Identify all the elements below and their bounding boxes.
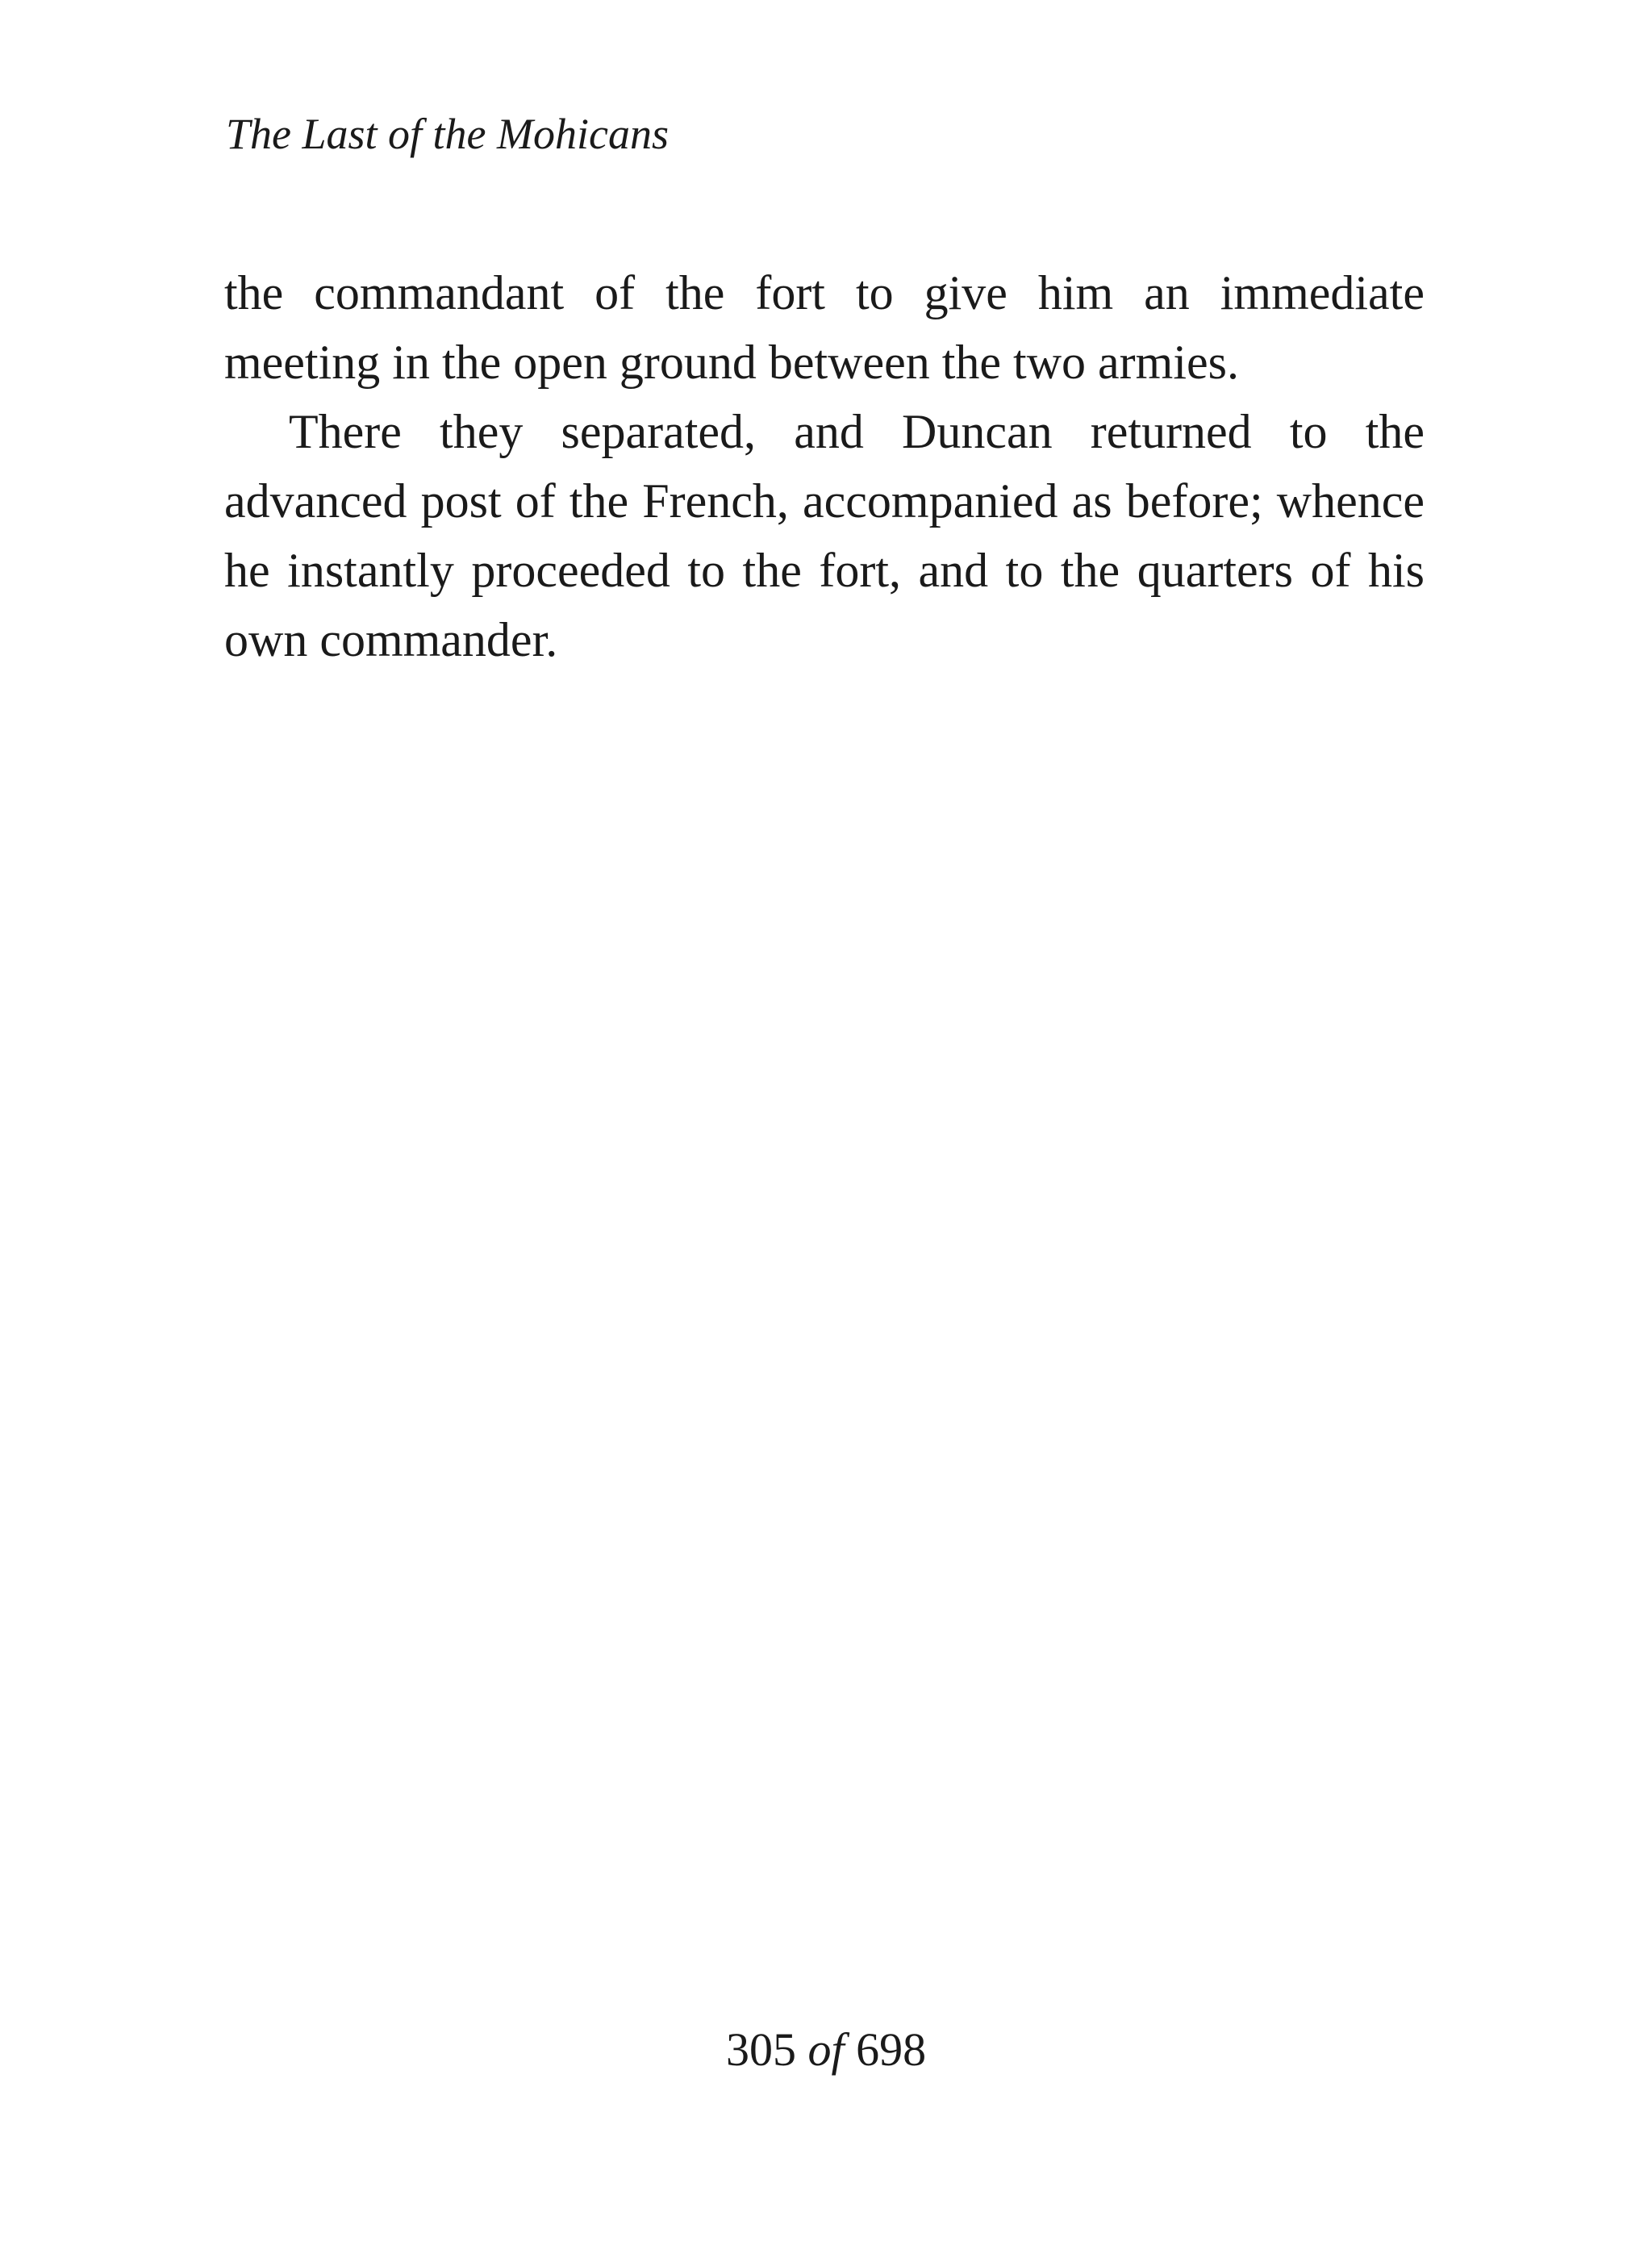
page-of-label: of	[807, 2023, 845, 2076]
paragraph: There they separated, and Duncan returned to the advanced post of the French, accompanied as before; whence he instantly proceeded to the fort, and to the quarters of his own commander.	[224, 405, 1425, 666]
running-head-title: The Last of the Mohicans	[226, 110, 669, 158]
body-text	[224, 258, 1425, 674]
page-number	[0, 2022, 1652, 2078]
current-page-number: 305	[725, 2023, 796, 2076]
paragraph-continued: the commandant of the fort to give him an immediate meeting in the open ground between the two armies.	[224, 266, 1425, 389]
total-pages-number: 698	[856, 2023, 927, 2076]
